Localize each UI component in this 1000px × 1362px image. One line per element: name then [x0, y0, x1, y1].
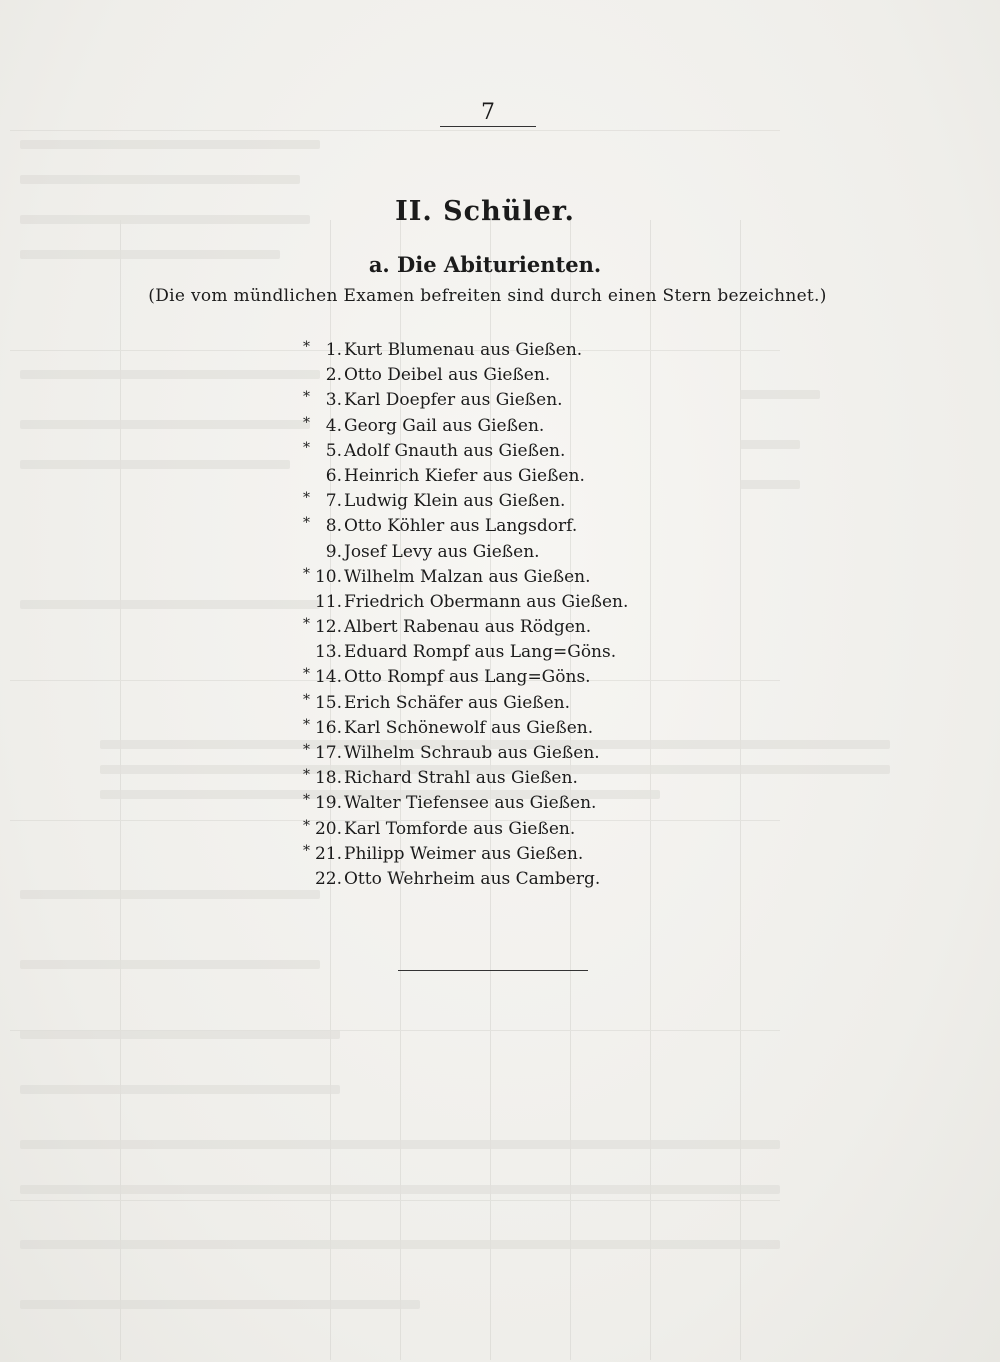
student-name: Heinrich Kiefer aus Gießen. [344, 465, 585, 486]
exemption-star: * [303, 792, 310, 809]
student-entry [270, 565, 690, 590]
student-number: 13. [314, 642, 342, 663]
student-name: Eduard Rompf aus Lang=Göns. [344, 642, 617, 663]
student-entry [270, 338, 690, 363]
student-number: 12. [314, 617, 342, 638]
student-number: 1. [325, 340, 342, 360]
student-name: Otto Deibel aus Gießen. [344, 365, 551, 386]
student-entry [270, 590, 690, 615]
exemption-star: * [303, 691, 310, 708]
student-name: Wilhelm Schraub aus Gießen. [344, 743, 600, 763]
student-number: 21. [314, 843, 342, 864]
student-name: Wilhelm Malzan aus Gießen. [344, 566, 591, 587]
closing-rule [398, 970, 588, 971]
exemption-star: * [303, 716, 310, 733]
exemption-star: * [303, 389, 310, 406]
sub-heading: a. Die Abiturienten. [368, 252, 602, 277]
student-name: Otto Rompf aus Lang=Göns. [344, 667, 591, 688]
student-number: 3. [325, 390, 342, 411]
page-number: 7 [481, 100, 495, 125]
student-entry [270, 464, 690, 489]
student-name: Karl Tomforde aus Gießen. [344, 818, 576, 839]
student-name: Erich Schäfer aus Gießen. [344, 692, 571, 713]
student-name: Georg Gail aus Gießen. [344, 415, 545, 436]
student-name: Friedrich Obermann aus Gießen. [344, 591, 629, 612]
student-number: 9. [325, 541, 342, 562]
student-entry [270, 388, 690, 413]
student-number: 14. [314, 667, 342, 688]
page-number-rule [440, 126, 536, 127]
exemption-star: * [303, 565, 310, 582]
student-name: Otto Wehrheim aus Camberg. [344, 868, 601, 889]
student-number: 5. [325, 440, 342, 461]
student-entry [270, 514, 690, 539]
student-number: 16. [314, 717, 342, 738]
student-entry [270, 691, 690, 716]
student-number: 15. [314, 692, 342, 713]
student-number: 20. [314, 818, 342, 839]
student-number: 8. [325, 516, 342, 537]
student-list [270, 338, 690, 892]
student-name: Philipp Weimer aus Gießen. [344, 843, 584, 864]
student-number: 11. [314, 591, 342, 612]
student-number: 7. [325, 491, 342, 512]
student-name: Adolf Gnauth aus Gießen. [344, 440, 566, 461]
student-entry [270, 766, 690, 791]
student-number: 4. [325, 415, 342, 436]
student-entry [270, 414, 690, 439]
exemption-star: * [303, 767, 310, 784]
student-number: 2. [325, 365, 342, 386]
exemption-star: * [303, 515, 310, 532]
exemption-star: * [303, 414, 310, 431]
student-name: Walter Tiefensee aus Gießen. [344, 793, 597, 814]
student-entry [270, 716, 690, 741]
student-number: 17. [314, 743, 342, 763]
student-name: Ludwig Klein aus Gießen. [344, 491, 566, 512]
student-name: Josef Levy aus Gießen. [344, 541, 540, 562]
student-number: 22. [314, 868, 342, 889]
student-number: 19. [314, 793, 342, 814]
exemption-star: * [303, 842, 310, 859]
student-number: 6. [325, 465, 342, 486]
student-entry [270, 791, 690, 816]
exemption-star: * [303, 817, 310, 834]
student-name: Karl Schönewolf aus Gießen. [344, 717, 594, 738]
student-entry [270, 540, 690, 565]
exemption-star: * [303, 666, 310, 683]
student-entry [270, 867, 690, 892]
exemption-star: * [303, 490, 310, 507]
exemption-star: * [303, 339, 310, 355]
student-entry [270, 640, 690, 665]
student-name: Otto Köhler aus Langsdorf. [344, 516, 578, 537]
exemption-note: (Die vom mündlichen Examen befreiten sind durch einen Stern bezeichnet.) [148, 286, 827, 306]
student-entry [270, 489, 690, 514]
student-name: Kurt Blumenau aus Gießen. [344, 340, 583, 360]
student-number: 18. [314, 768, 342, 789]
student-number: 10. [314, 566, 342, 587]
student-name: Karl Doepfer aus Gießen. [344, 390, 563, 411]
student-entry [270, 363, 690, 388]
student-entry [270, 842, 690, 867]
student-entry [270, 439, 690, 464]
student-entry [270, 741, 690, 766]
student-name: Albert Rabenau aus Rödgen. [344, 617, 592, 638]
section-heading: II. Schüler. [395, 196, 575, 227]
exemption-star: * [303, 742, 310, 758]
student-entry [270, 615, 690, 640]
exemption-star: * [303, 439, 310, 456]
student-name: Richard Strahl aus Gießen. [344, 768, 578, 789]
student-entry [270, 665, 690, 690]
exemption-star: * [303, 616, 310, 633]
student-entry [270, 817, 690, 842]
